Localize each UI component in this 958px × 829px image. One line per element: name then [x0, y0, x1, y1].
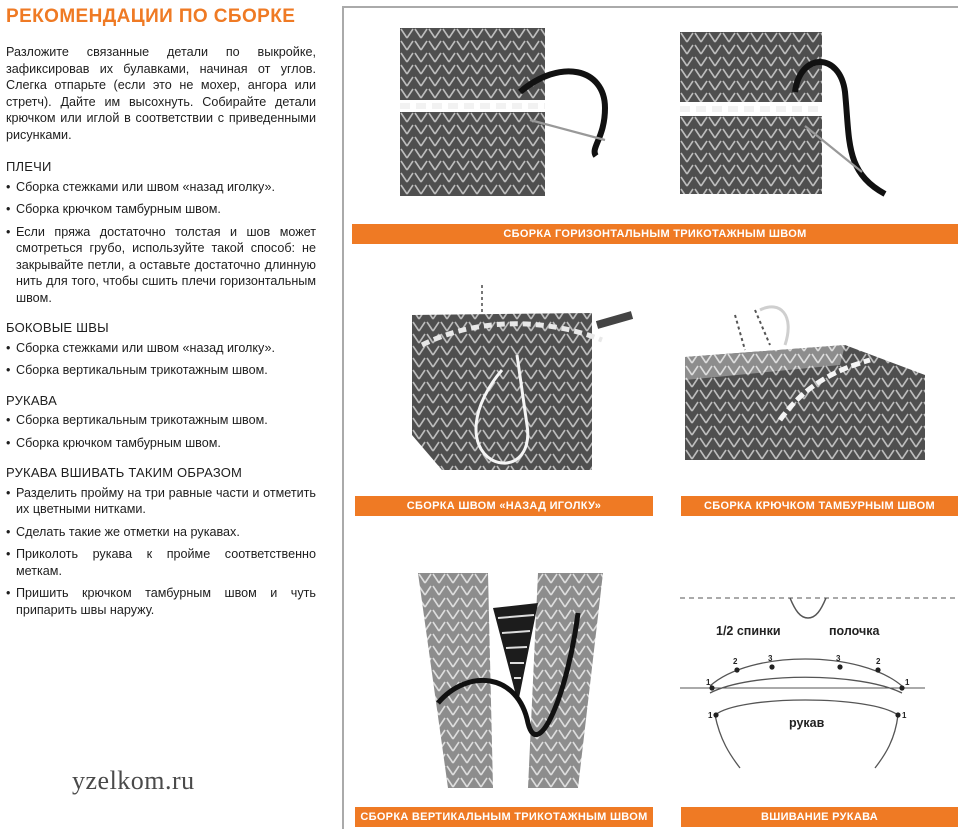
- intro-paragraph: Разложите связанные детали по выкройке, зафиксировав их булавками, начиная от углов. Слегка отпарьте (если это не мохер, ангора или стретч). Дайте им высохнуть. Собирайте детали крючком или иглой в соответствии с приведенными рисунками.: [6, 45, 316, 142]
- caption-sleeve-setting: ВШИВАНИЕ РУКАВА: [681, 807, 958, 827]
- mark-label: 2: [876, 657, 881, 666]
- sleeves-list: [6, 412, 316, 451]
- list-item: • Приколоть рукава к пройме соответственно меткам.: [6, 546, 316, 579]
- instructions-column: [6, 44, 316, 632]
- mark-label: 1: [708, 711, 713, 720]
- shoulders-list: [6, 179, 316, 307]
- sleeve-label: рукав: [789, 716, 825, 730]
- side-seams-list: [6, 340, 316, 379]
- caption-chain-stitch-seam: СБОРКА КРЮЧКОМ ТАМБУРНЫМ ШВОМ: [681, 496, 958, 516]
- mark-label: 3: [768, 654, 773, 663]
- mark-label: 1: [905, 678, 910, 687]
- section-heading-side-seams: БОКОВЫЕ ШВЫ: [6, 320, 109, 335]
- list-item: • Сделать такие же отметки на рукавах.: [6, 524, 316, 541]
- list-item: • Сборка крючком тамбурным швом.: [6, 201, 316, 218]
- front-label: полочка: [829, 624, 880, 638]
- list-item: • Если пряжа достаточно толстая и шов может смотреться грубо, используйте такой способ: не закрывайте петли, а оставьте достаточно длинную нить для того, чтобы сшить плечи горизонтальным швом.: [6, 224, 316, 307]
- section-heading-set-in-sleeves: РУКАВА ВШИВАТЬ ТАКИМ ОБРАЗОМ: [6, 465, 243, 480]
- caption-vertical-seam: СБОРКА ВЕРТИКАЛЬНЫМ ТРИКОТАЖНЫМ ШВОМ: [355, 807, 653, 827]
- back-half-label: 1/2 спинки: [716, 624, 781, 638]
- illustration-chain-stitch-seam: [685, 305, 925, 460]
- section-heading-sleeves: РУКАВА: [6, 392, 57, 408]
- illustration-backstitch-seam: [412, 285, 642, 470]
- set-in-sleeves-list: [6, 485, 316, 619]
- mark-label: 2: [733, 657, 738, 666]
- list-item: • Сборка стежками или швом «назад иголку».: [6, 179, 316, 196]
- list-item: • Сборка стежками или швом «назад иголку».: [6, 340, 316, 357]
- list-item: • Сборка вертикальным трикотажным швом.: [6, 412, 316, 429]
- page-title: РЕКОМЕНДАЦИИ ПО СБОРКЕ: [6, 6, 296, 27]
- illustration-vertical-seam: [418, 573, 603, 788]
- mark-label: 1: [902, 711, 907, 720]
- illustration-horizontal-seam-step1: [400, 28, 615, 196]
- caption-horizontal-seam: СБОРКА ГОРИЗОНТАЛЬНЫМ ТРИКОТАЖНЫМ ШВОМ: [352, 224, 958, 244]
- frame-divider-horizontal: [342, 6, 958, 8]
- illustration-horizontal-seam-step2: [680, 32, 890, 200]
- list-item: • Сборка крючком тамбурным швом.: [6, 435, 316, 452]
- list-item: • Пришить крючком тамбурным швом и чуть припарить швы наружу.: [6, 585, 316, 618]
- frame-divider-vertical: [342, 6, 344, 829]
- list-item: • Разделить пройму на три равные части и отметить их цветными нитками.: [6, 485, 316, 518]
- site-watermark: yzelkom.ru: [72, 766, 195, 795]
- list-item: • Сборка вертикальным трикотажным швом.: [6, 362, 316, 379]
- mark-label: 3: [836, 654, 841, 663]
- caption-backstitch-seam: СБОРКА ШВОМ «НАЗАД ИГОЛКУ»: [355, 496, 653, 516]
- section-heading-shoulders: ПЛЕЧИ: [6, 159, 52, 174]
- mark-label: 1: [706, 678, 711, 687]
- sleeve-setting-diagram: [680, 590, 958, 770]
